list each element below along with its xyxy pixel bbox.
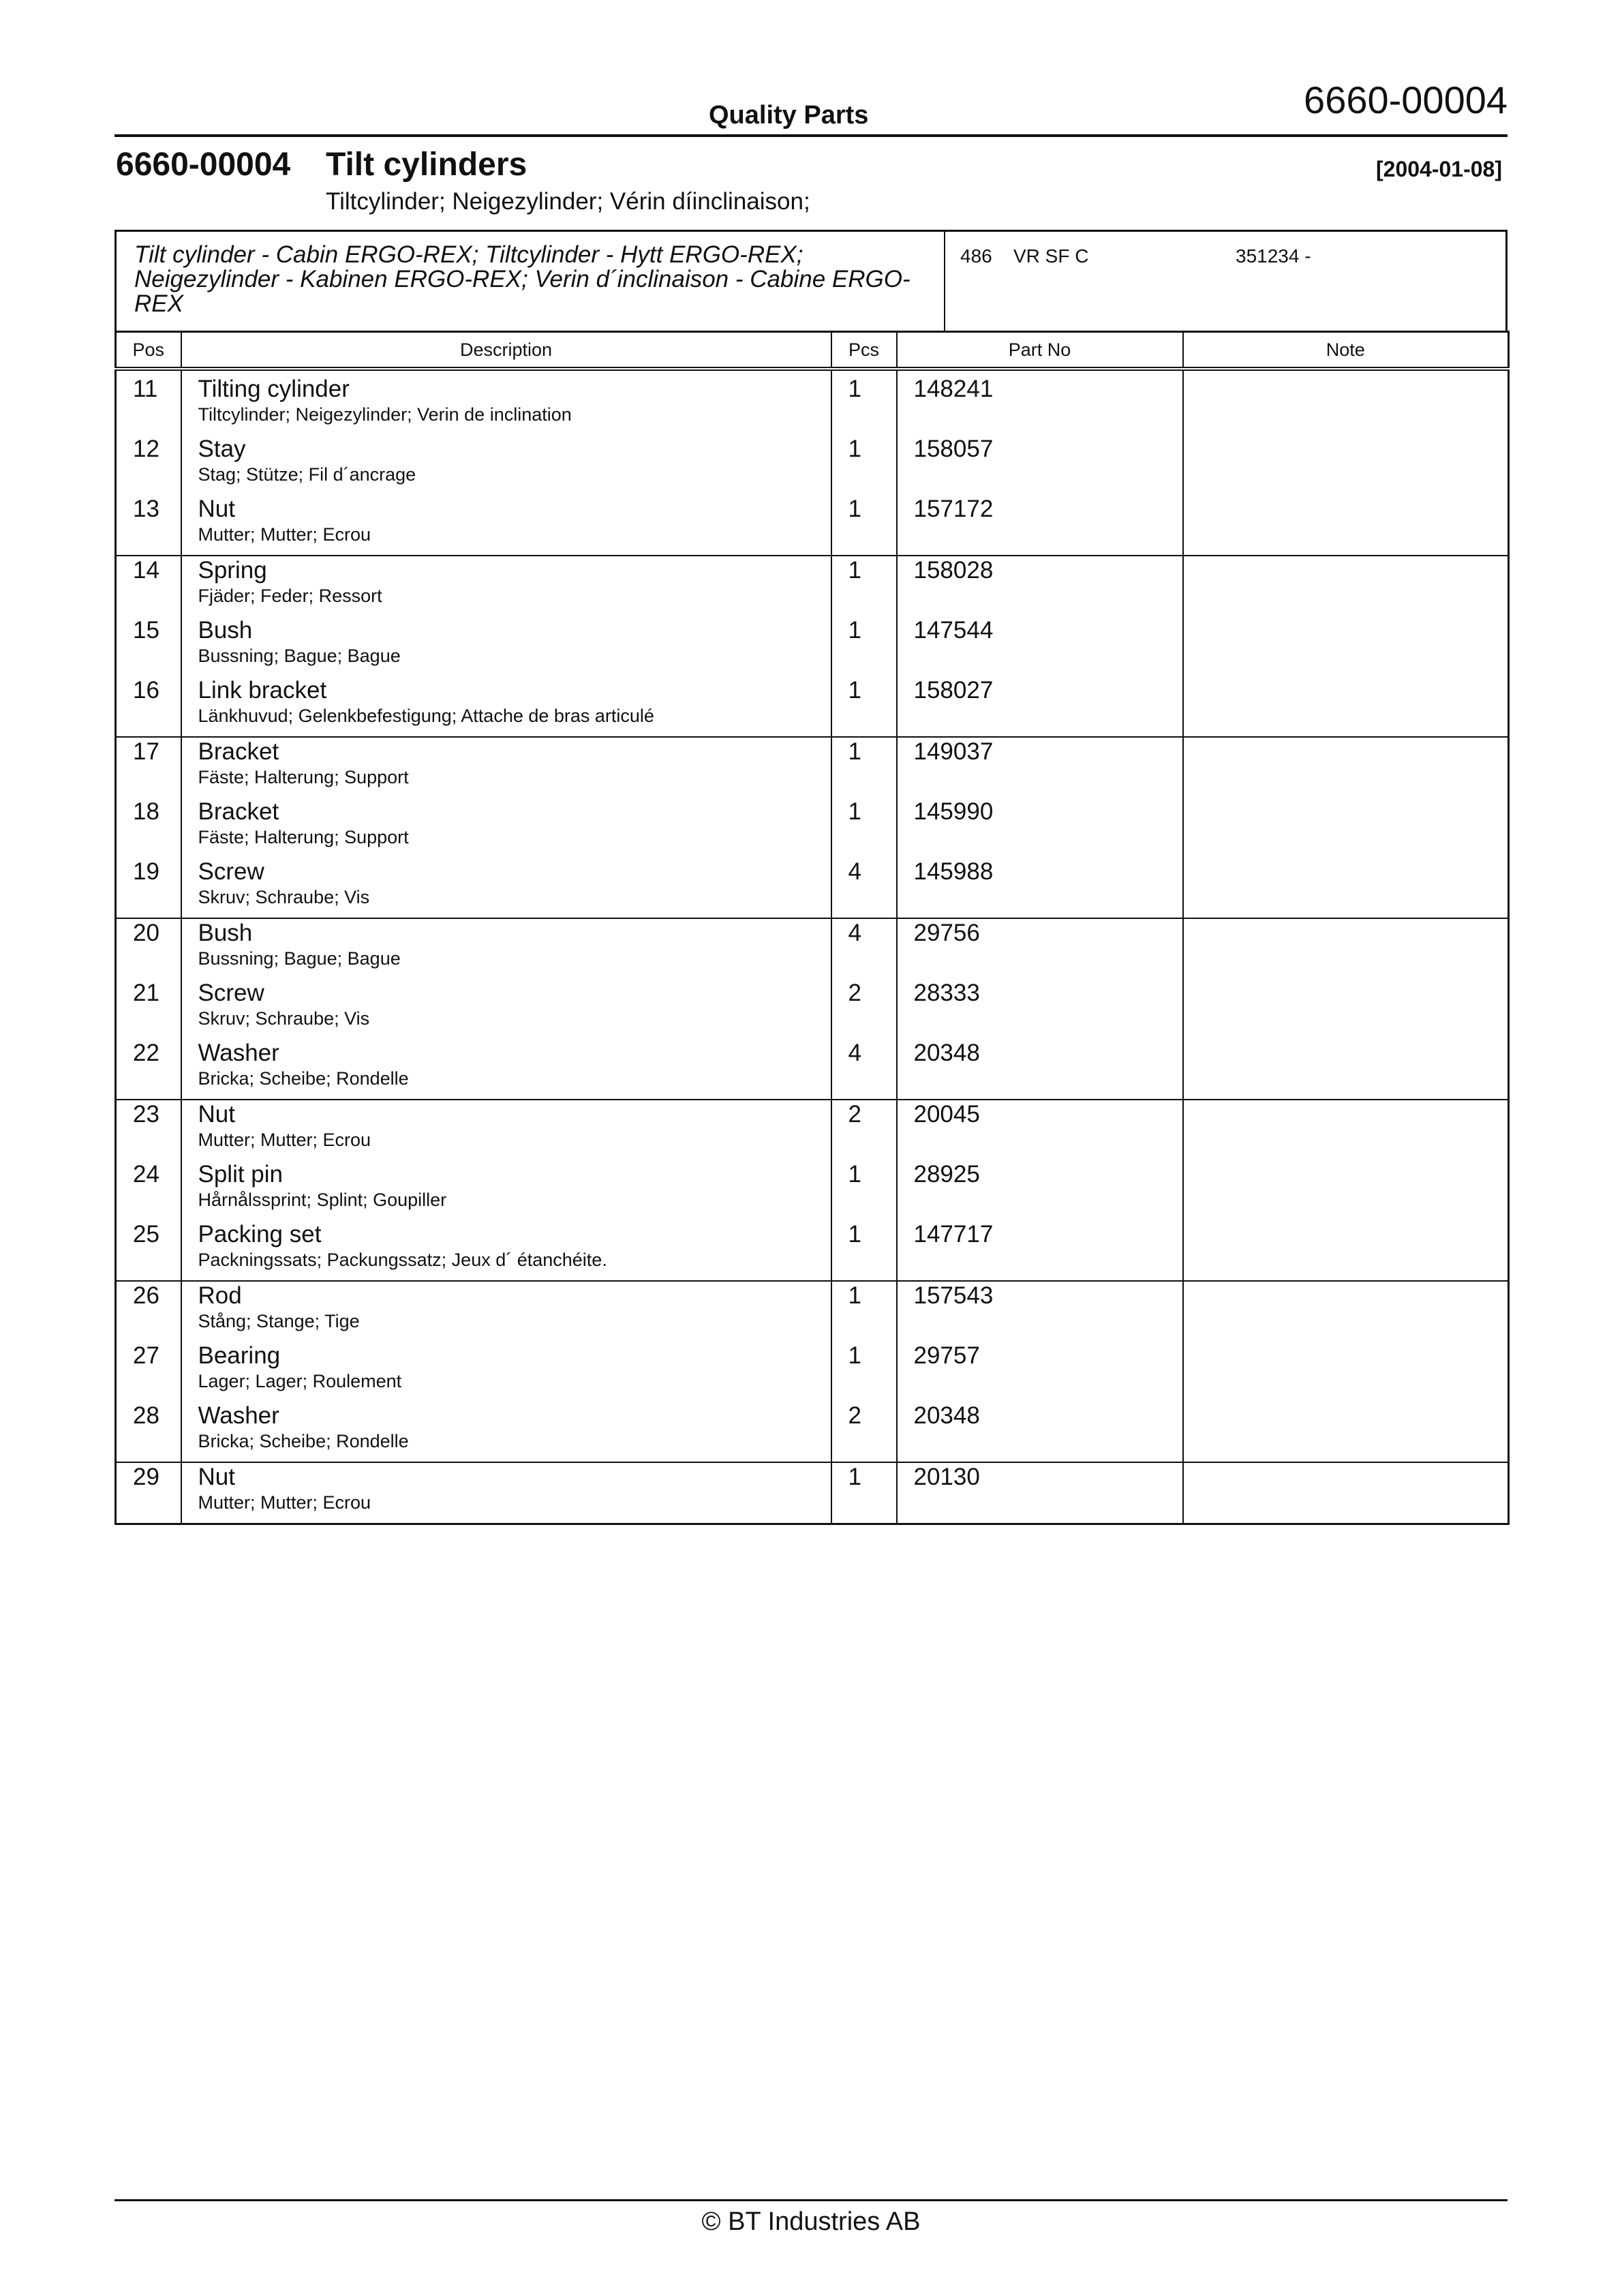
table-row bbox=[116, 918, 1509, 979]
pos-cell bbox=[116, 1281, 181, 1342]
part-name: Tilting cylinder bbox=[198, 376, 350, 402]
part-translations: Fjäder; Feder; Ressort bbox=[198, 586, 382, 606]
column-header-pcs: Pcs bbox=[831, 332, 897, 369]
part-no-cell-text: 147544 bbox=[913, 617, 994, 644]
description-cell bbox=[181, 1402, 831, 1462]
part-translations: Tiltcylinder; Neigezylinder; Verin de inclination bbox=[198, 404, 572, 425]
description-cell bbox=[181, 858, 831, 918]
pos-cell bbox=[116, 616, 181, 676]
description-cell bbox=[181, 556, 831, 616]
part-no-cell-text: 28333 bbox=[913, 980, 980, 1006]
page-header-title: Quality Parts bbox=[709, 101, 869, 130]
pcs-cell bbox=[831, 369, 897, 435]
note-cell bbox=[1183, 556, 1509, 616]
part-no-cell-text: 20130 bbox=[913, 1464, 980, 1490]
part-no-cell bbox=[897, 1402, 1183, 1462]
note-cell bbox=[1183, 369, 1509, 435]
pcs-cell-text: 1 bbox=[848, 557, 861, 584]
pcs-cell bbox=[831, 1160, 897, 1220]
pos-cell bbox=[116, 495, 181, 556]
pos-cell-text: 19 bbox=[133, 858, 159, 885]
pcs-cell-text: 1 bbox=[848, 376, 861, 402]
description-cell bbox=[181, 1462, 831, 1524]
pos-cell-text: 18 bbox=[133, 798, 159, 825]
table-row bbox=[116, 1160, 1509, 1220]
pcs-cell-text: 1 bbox=[848, 1221, 861, 1248]
pos-cell bbox=[116, 1342, 181, 1402]
document-code: 6660-00004 bbox=[116, 147, 291, 183]
part-name: Stay bbox=[198, 436, 246, 462]
table-row bbox=[116, 435, 1509, 495]
table-row bbox=[116, 1402, 1509, 1462]
note-cell bbox=[1183, 1100, 1509, 1160]
part-translations: Bussning; Bague; Bague bbox=[198, 646, 401, 666]
pcs-cell-text: 1 bbox=[848, 738, 861, 765]
pos-cell-text: 23 bbox=[133, 1101, 159, 1128]
pcs-cell bbox=[831, 1100, 897, 1160]
part-translations: Fäste; Halterung; Support bbox=[198, 827, 409, 847]
part-name: Bracket bbox=[198, 738, 279, 765]
note-cell bbox=[1183, 1281, 1509, 1342]
part-no-cell-text: 29757 bbox=[913, 1342, 980, 1369]
parts-table bbox=[114, 331, 1510, 1525]
table-row bbox=[116, 1281, 1509, 1342]
footer-divider bbox=[114, 2199, 1508, 2201]
part-no-cell bbox=[897, 1462, 1183, 1524]
part-no-cell-text: 29756 bbox=[913, 920, 980, 946]
pcs-cell-text: 4 bbox=[848, 858, 861, 885]
part-no-cell-text: 20348 bbox=[913, 1040, 980, 1066]
pcs-cell bbox=[831, 616, 897, 676]
pos-cell bbox=[116, 556, 181, 616]
description-cell bbox=[181, 369, 831, 435]
pos-cell-text: 17 bbox=[133, 738, 159, 765]
pcs-cell bbox=[831, 858, 897, 918]
part-no-cell-text: 148241 bbox=[913, 376, 994, 402]
pos-cell-text: 26 bbox=[133, 1282, 159, 1309]
table-row bbox=[116, 1462, 1509, 1524]
document-title: Tilt cylinders bbox=[326, 147, 527, 183]
description-cell bbox=[181, 979, 831, 1039]
part-translations: Mutter; Mutter; Ecrou bbox=[198, 524, 371, 545]
part-name: Bush bbox=[198, 920, 253, 946]
description-cell bbox=[181, 1160, 831, 1220]
parts-table-body bbox=[116, 369, 1509, 1524]
note-cell bbox=[1183, 918, 1509, 979]
pos-cell bbox=[116, 1220, 181, 1281]
document-date: [2004-01-08] bbox=[1376, 157, 1502, 181]
pcs-cell-text: 1 bbox=[848, 1342, 861, 1369]
note-cell bbox=[1183, 1462, 1509, 1524]
pcs-cell bbox=[831, 1039, 897, 1100]
part-translations: Bricka; Scheibe; Rondelle bbox=[198, 1431, 409, 1451]
part-no-cell-text: 157172 bbox=[913, 496, 994, 522]
pcs-cell-text: 1 bbox=[848, 1282, 861, 1309]
note-cell bbox=[1183, 1342, 1509, 1402]
part-no-cell-text: 157543 bbox=[913, 1282, 994, 1309]
pos-cell-text: 11 bbox=[133, 376, 158, 402]
column-header-pos: Pos bbox=[116, 332, 181, 369]
pos-cell-text: 25 bbox=[133, 1221, 159, 1248]
part-translations: Lager; Lager; Roulement bbox=[198, 1371, 402, 1391]
part-name: Screw bbox=[198, 980, 264, 1006]
column-header-note: Note bbox=[1183, 332, 1509, 369]
description-cell bbox=[181, 918, 831, 979]
part-no-cell-text: 20348 bbox=[913, 1402, 980, 1429]
pcs-cell bbox=[831, 1462, 897, 1524]
part-translations: Bricka; Scheibe; Rondelle bbox=[198, 1068, 409, 1089]
part-name: Bearing bbox=[198, 1342, 281, 1369]
pcs-cell-text: 1 bbox=[848, 496, 861, 522]
description-cell bbox=[181, 1220, 831, 1281]
pos-cell bbox=[116, 798, 181, 858]
part-name: Bush bbox=[198, 617, 253, 644]
pos-cell bbox=[116, 737, 181, 798]
pcs-cell bbox=[831, 798, 897, 858]
pcs-cell-text: 2 bbox=[848, 1101, 861, 1128]
part-no-cell-text: 158057 bbox=[913, 436, 994, 462]
table-row bbox=[116, 556, 1509, 616]
model-box bbox=[114, 230, 1508, 331]
part-name: Screw bbox=[198, 858, 264, 885]
note-cell bbox=[1183, 1160, 1509, 1220]
part-translations: Mutter; Mutter; Ecrou bbox=[198, 1492, 371, 1513]
description-cell bbox=[181, 1281, 831, 1342]
table-row bbox=[116, 737, 1509, 798]
part-translations: Hårnålssprint; Splint; Goupiller bbox=[198, 1190, 447, 1210]
model-code-type: VR SF C bbox=[1013, 245, 1089, 267]
description-cell bbox=[181, 676, 831, 737]
pcs-cell-text: 2 bbox=[848, 1402, 861, 1429]
table-row bbox=[116, 495, 1509, 556]
part-translations: Mutter; Mutter; Ecrou bbox=[198, 1130, 371, 1150]
pcs-cell bbox=[831, 1402, 897, 1462]
pcs-cell-text: 1 bbox=[848, 617, 861, 644]
pos-cell bbox=[116, 676, 181, 737]
pos-cell bbox=[116, 1100, 181, 1160]
note-cell bbox=[1183, 858, 1509, 918]
pcs-cell bbox=[831, 495, 897, 556]
header-divider bbox=[114, 134, 1508, 137]
part-no-cell bbox=[897, 798, 1183, 858]
part-translations: Skruv; Schraube; Vis bbox=[198, 887, 370, 907]
part-no-cell-text: 20045 bbox=[913, 1101, 980, 1128]
part-name: Rod bbox=[198, 1282, 242, 1309]
pos-cell-text: 28 bbox=[133, 1402, 159, 1429]
description-cell bbox=[181, 616, 831, 676]
part-name: Nut bbox=[198, 1464, 235, 1490]
pos-cell bbox=[116, 435, 181, 495]
pos-cell-text: 21 bbox=[133, 980, 159, 1006]
part-name: Washer bbox=[198, 1402, 279, 1429]
table-row bbox=[116, 858, 1509, 918]
pos-cell-text: 27 bbox=[133, 1342, 159, 1369]
table-row bbox=[116, 1220, 1509, 1281]
part-name: Split pin bbox=[198, 1161, 284, 1188]
part-name: Link bracket bbox=[198, 677, 327, 704]
pos-cell bbox=[116, 1039, 181, 1100]
pcs-cell-text: 1 bbox=[848, 677, 861, 704]
note-cell bbox=[1183, 676, 1509, 737]
document-subtitle: Tiltcylinder; Neigezylinder; Vérin díinclinaison; bbox=[326, 188, 810, 215]
part-no-cell bbox=[897, 676, 1183, 737]
part-no-cell-text: 158028 bbox=[913, 557, 994, 584]
part-translations: Stång; Stange; Tige bbox=[198, 1311, 360, 1331]
table-row bbox=[116, 979, 1509, 1039]
pos-cell-text: 29 bbox=[133, 1464, 159, 1490]
pcs-cell bbox=[831, 979, 897, 1039]
note-cell bbox=[1183, 1220, 1509, 1281]
part-translations: Fäste; Halterung; Support bbox=[198, 767, 409, 787]
part-no-cell-text: 145988 bbox=[913, 858, 994, 885]
pos-cell-text: 14 bbox=[133, 557, 159, 584]
part-name: Packing set bbox=[198, 1221, 322, 1248]
table-row bbox=[116, 616, 1509, 676]
part-no-cell bbox=[897, 495, 1183, 556]
pcs-cell-text: 4 bbox=[848, 920, 861, 946]
table-row bbox=[116, 1342, 1509, 1402]
pos-cell bbox=[116, 1462, 181, 1524]
table-row bbox=[116, 1100, 1509, 1160]
part-no-cell bbox=[897, 1100, 1183, 1160]
part-no-cell-text: 149037 bbox=[913, 738, 994, 765]
part-no-cell bbox=[897, 435, 1183, 495]
pos-cell-text: 22 bbox=[133, 1040, 159, 1066]
part-no-cell-text: 145990 bbox=[913, 798, 994, 825]
pcs-cell-text: 1 bbox=[848, 436, 861, 462]
pos-cell-text: 13 bbox=[133, 496, 159, 522]
description-cell bbox=[181, 798, 831, 858]
part-name: Bracket bbox=[198, 798, 279, 825]
note-cell bbox=[1183, 495, 1509, 556]
footer-copyright: © BT Industries AB bbox=[701, 2207, 921, 2236]
page-header-number: 6660-00004 bbox=[1304, 78, 1508, 121]
pcs-cell bbox=[831, 1281, 897, 1342]
pos-cell bbox=[116, 1402, 181, 1462]
part-no-cell bbox=[897, 1039, 1183, 1100]
pcs-cell-text: 1 bbox=[848, 1161, 861, 1188]
part-no-cell bbox=[897, 1220, 1183, 1281]
pos-cell-text: 16 bbox=[133, 677, 159, 704]
part-no-cell bbox=[897, 1342, 1183, 1402]
pcs-cell bbox=[831, 1342, 897, 1402]
pos-cell-text: 12 bbox=[133, 436, 159, 462]
part-no-cell bbox=[897, 918, 1183, 979]
note-cell bbox=[1183, 737, 1509, 798]
description-cell bbox=[181, 1342, 831, 1402]
pos-cell bbox=[116, 979, 181, 1039]
part-translations: Stag; Stütze; Fil d´ancrage bbox=[198, 464, 416, 485]
part-no-cell bbox=[897, 556, 1183, 616]
description-cell bbox=[181, 1039, 831, 1100]
pos-cell-text: 15 bbox=[133, 617, 159, 644]
pos-cell bbox=[116, 918, 181, 979]
pcs-cell-text: 1 bbox=[848, 1464, 861, 1490]
part-no-cell bbox=[897, 616, 1183, 676]
pcs-cell-text: 4 bbox=[848, 1040, 861, 1066]
model-code-number: 486 bbox=[960, 245, 992, 267]
pcs-cell bbox=[831, 676, 897, 737]
part-translations: Länkhuvud; Gelenkbefestigung; Attache de bras articulé bbox=[198, 706, 654, 726]
pcs-cell-text: 2 bbox=[848, 980, 861, 1006]
model-description: Tilt cylinder - Cabin ERGO-REX; Tiltcylinder - Hytt ERGO-REX; Neigezylinder - Kabinen ERGO-REX; Verin d´inclinaison - Cabine ERGO-REX bbox=[134, 241, 911, 317]
part-name: Nut bbox=[198, 1101, 235, 1128]
part-translations: Skruv; Schraube; Vis bbox=[198, 1008, 370, 1029]
note-cell bbox=[1183, 979, 1509, 1039]
part-name: Spring bbox=[198, 557, 267, 584]
table-row bbox=[116, 798, 1509, 858]
part-no-cell-text: 147717 bbox=[913, 1221, 994, 1248]
pcs-cell bbox=[831, 918, 897, 979]
pos-cell bbox=[116, 369, 181, 435]
part-no-cell-text: 158027 bbox=[913, 677, 994, 704]
part-name: Washer bbox=[198, 1040, 279, 1066]
part-no-cell bbox=[897, 1160, 1183, 1220]
pcs-cell bbox=[831, 737, 897, 798]
part-no-cell-text: 28925 bbox=[913, 1161, 980, 1188]
part-no-cell bbox=[897, 1281, 1183, 1342]
pos-cell-text: 20 bbox=[133, 920, 159, 946]
column-header-part-no: Part No bbox=[897, 332, 1183, 369]
part-translations: Packningssats; Packungssatz; Jeux d´ étanchéite. bbox=[198, 1250, 607, 1270]
note-cell bbox=[1183, 1039, 1509, 1100]
part-no-cell bbox=[897, 858, 1183, 918]
parts-table-header bbox=[116, 332, 1509, 369]
part-name: Nut bbox=[198, 496, 235, 522]
description-cell bbox=[181, 737, 831, 798]
description-cell bbox=[181, 1100, 831, 1160]
pcs-cell bbox=[831, 556, 897, 616]
table-row bbox=[116, 1039, 1509, 1100]
pcs-cell bbox=[831, 435, 897, 495]
note-cell bbox=[1183, 435, 1509, 495]
part-no-cell bbox=[897, 979, 1183, 1039]
note-cell bbox=[1183, 1402, 1509, 1462]
column-header-description: Description bbox=[181, 332, 831, 369]
pos-cell bbox=[116, 858, 181, 918]
description-cell bbox=[181, 435, 831, 495]
description-cell bbox=[181, 495, 831, 556]
part-no-cell bbox=[897, 737, 1183, 798]
model-code-serial: 351234 - bbox=[1236, 245, 1311, 267]
note-cell bbox=[1183, 798, 1509, 858]
pos-cell bbox=[116, 1160, 181, 1220]
pcs-cell bbox=[831, 1220, 897, 1281]
note-cell bbox=[1183, 616, 1509, 676]
table-row bbox=[116, 676, 1509, 737]
part-translations: Bussning; Bague; Bague bbox=[198, 948, 401, 969]
pos-cell-text: 24 bbox=[133, 1161, 159, 1188]
pcs-cell-text: 1 bbox=[848, 798, 861, 825]
model-divider bbox=[944, 232, 945, 331]
table-row bbox=[116, 369, 1509, 435]
part-no-cell bbox=[897, 369, 1183, 435]
